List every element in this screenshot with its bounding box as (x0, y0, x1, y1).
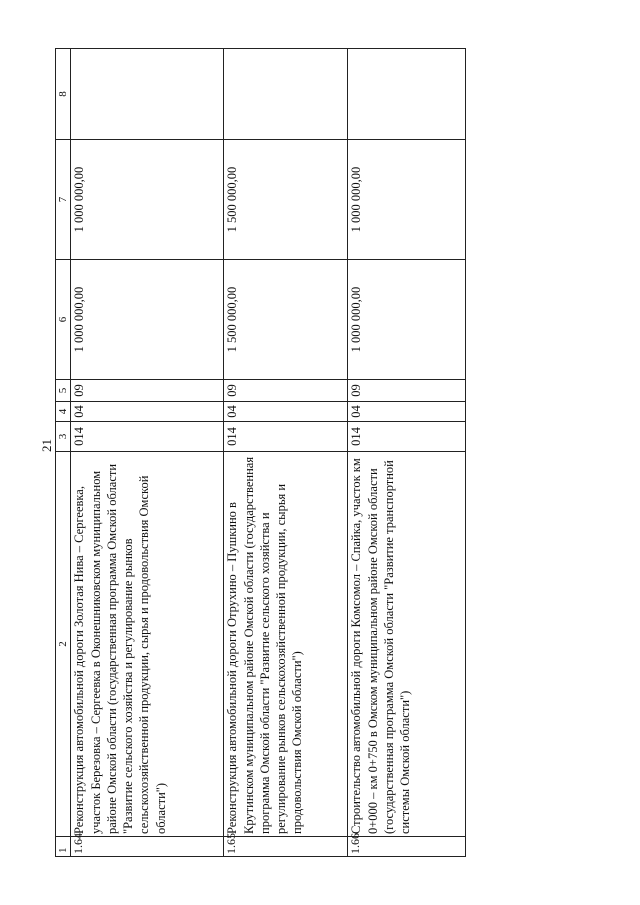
col-header-1: 1 (56, 837, 71, 857)
code-col4: 04 (71, 402, 224, 422)
row-description: Реконструкция автомобильной дороги Отрухино – Пушкино в Крутинском муниципальном районе Омской области (государственная программа Омской области "Развитие сельского хозяйства и регулирование рынков сельскохозяйственной продукции, сырья и продовольствия Омской области") (224, 452, 348, 837)
row-description: Строительство автомобильной дороги Комсомол – Спайка, участок км 0+000 – км 0+750 в Омском муниципальном районе Омской области (государственная программа Омской области "Развитие транспортной системы Омской области") (348, 452, 466, 837)
header-row (56, 49, 71, 857)
col8-cell (71, 49, 224, 140)
row-number: 1.64 (71, 837, 224, 857)
amount-col6: 1 500 000,00 (224, 260, 348, 380)
col-header-5: 5 (56, 380, 71, 402)
table-row (224, 49, 348, 857)
row-number: 1.66 (348, 837, 466, 857)
code-col5: 09 (224, 380, 348, 402)
col-header-2: 2 (56, 452, 71, 837)
amount-col7: 1 500 000,00 (224, 140, 348, 260)
col-header-6: 6 (56, 260, 71, 380)
amount-col6: 1 000 000,00 (71, 260, 224, 380)
table-row (348, 49, 466, 857)
page-number: 21 (39, 439, 54, 452)
amount-col7: 1 000 000,00 (71, 140, 224, 260)
col-header-8: 8 (56, 49, 71, 140)
table-row (71, 49, 224, 857)
amount-col7: 1 000 000,00 (348, 140, 466, 260)
row-description: Реконструкция автомобильной дороги Золотая Нива – Сергеевка, участок Березовка – Сергеевка в Оконешниковском муниципальном районе Омской области (государственная программа Омской области "Развитие сельского хозяйства и регулирование рынков сельскохозяйственной продукции, сырья и продовольствия Омской области") (71, 452, 224, 837)
code-col5: 09 (348, 380, 466, 402)
code-col4: 04 (224, 402, 348, 422)
col-header-3: 3 (56, 422, 71, 452)
col8-cell (224, 49, 348, 140)
budget-table (55, 48, 466, 857)
row-number: 1.65 (224, 837, 348, 857)
code-col3: 014 (348, 422, 466, 452)
code-col3: 014 (224, 422, 348, 452)
col-header-7: 7 (56, 140, 71, 260)
amount-col6: 1 000 000,00 (348, 260, 466, 380)
code-col5: 09 (71, 380, 224, 402)
budget-table-wrapper (55, 49, 465, 857)
code-col4: 04 (348, 402, 466, 422)
code-col3: 014 (71, 422, 224, 452)
col8-cell (348, 49, 466, 140)
col-header-4: 4 (56, 402, 71, 422)
